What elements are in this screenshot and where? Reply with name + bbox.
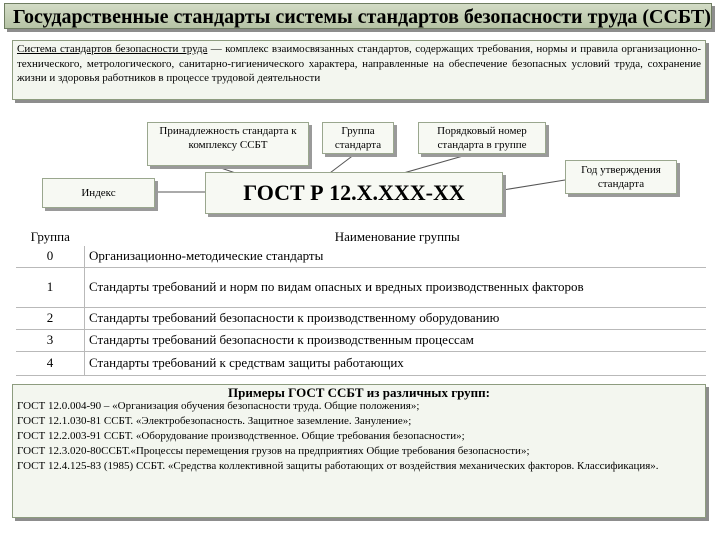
header-group: Группа bbox=[30, 229, 70, 244]
group-name: Организационно-методические стандарты bbox=[85, 246, 707, 267]
index-box: Индекс bbox=[42, 178, 155, 208]
example-item: ГОСТ 12.2.003-91 ССБТ. «Оборудование производственное. Общие требования безопасности»; bbox=[17, 430, 465, 442]
group-name: Стандарты требований безопасности к производственному оборудованию bbox=[85, 307, 707, 329]
table-row bbox=[16, 246, 706, 267]
table-row bbox=[16, 307, 706, 329]
group-name: Стандарты требований безопасности к производственным процессам bbox=[85, 329, 707, 351]
group-name: Стандарты требований и норм по видам опасных и вредных производственных факторов bbox=[85, 267, 707, 307]
group-number: 1 bbox=[16, 267, 85, 307]
group-number: 2 bbox=[16, 307, 85, 329]
groups-header bbox=[16, 228, 706, 246]
examples-title: Примеры ГОСТ ССБТ из различных групп: bbox=[228, 385, 490, 400]
table-row bbox=[16, 351, 706, 375]
complex-box: Принадлежность стандарта к комплексу ССБТ bbox=[147, 122, 309, 166]
group-number: 4 bbox=[16, 351, 85, 375]
example-item: ГОСТ 12.1.030-81 ССБТ. «Электробезопасность. Защитное заземление. Зануление»; bbox=[17, 415, 412, 427]
group-number: 0 bbox=[16, 246, 85, 267]
group-name: Стандарты требований к средствам защиты работающих bbox=[85, 351, 707, 375]
examples-box bbox=[12, 384, 706, 518]
year-box: Год утверждения стандарта bbox=[565, 160, 677, 194]
group-box: Группа стандарта bbox=[322, 122, 394, 154]
table-row bbox=[16, 329, 706, 351]
example-item: ГОСТ 12.4.125-83 (1985) ССБТ. «Средства коллективной защиты работающих от воздействия механических факторов. Классификация». bbox=[17, 460, 659, 472]
groups-table bbox=[16, 228, 706, 376]
page-title: Государственные стандарты системы стандартов безопасности труда (ССБТ) bbox=[4, 3, 712, 29]
intro-term: Система стандартов безопасности труда bbox=[17, 43, 208, 55]
intro-text: — комплекс взаимосвязанных стандартов, содержащих требования, нормы и правила организационно-технического, метрологического, санитарно-гигиенического характера, направленные на обеспечение безопасных условий труда, сохранение жизни и здоровья работников в процессе трудовой деятельности bbox=[17, 43, 701, 84]
table-row bbox=[16, 267, 706, 307]
gost-code: ГОСТ Р 12.X.XXX-XX bbox=[205, 172, 503, 214]
header-name: Наименование группы bbox=[334, 229, 460, 244]
example-item: ГОСТ 12.0.004-90 – «Организация обучения безопасности труда. Общие положения»; bbox=[17, 400, 420, 412]
connector-year bbox=[503, 180, 565, 190]
group-number: 3 bbox=[16, 329, 85, 351]
serial-box: Порядковый номер стандарта в группе bbox=[418, 122, 546, 154]
example-item: ГОСТ 12.3.020-80ССБТ.«Процессы перемещения грузов на предприятиях Общие требования безопасности»; bbox=[17, 445, 530, 457]
